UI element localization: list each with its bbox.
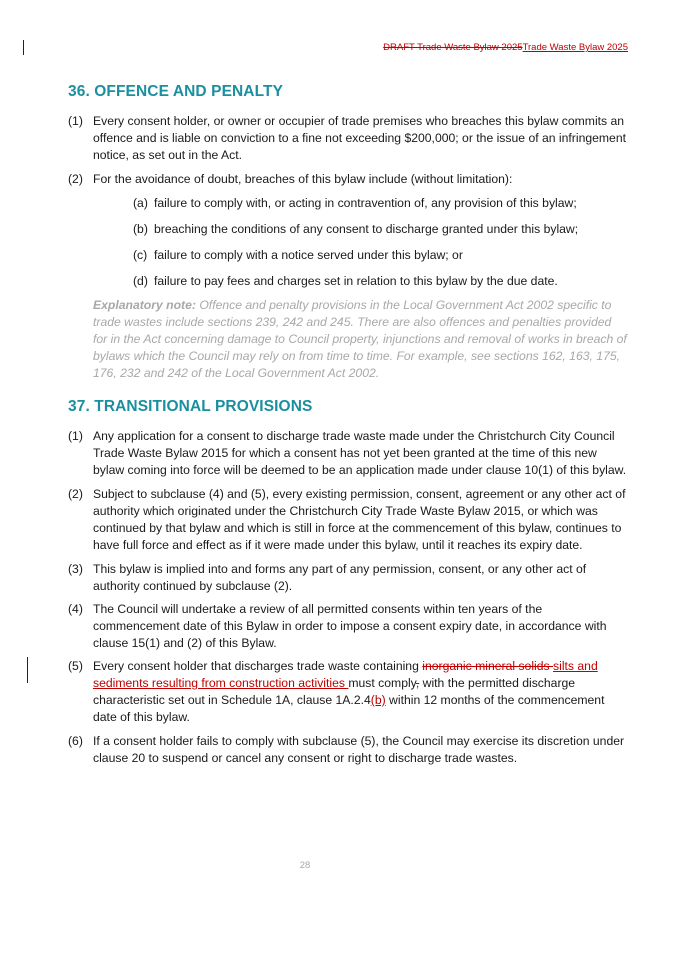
clause-5-text-part-3: with the permitted discharge characteristic set out in Schedule 1A, clause 1A.2.4 (93, 676, 576, 707)
subclause-letter: (b) (133, 222, 148, 236)
subclause-text: breaching the conditions of any consent to discharge granted under this bylaw; (154, 222, 579, 236)
clause-5-deleted-text: inorganic mineral solids (422, 659, 554, 673)
clause-37-6 (68, 733, 628, 767)
clause-37-1 (68, 428, 628, 479)
clause-text: The Council will undertake a review of all permitted consents within ten years of the commencement date of this Bylaw in order to impose a consent expiry date, in accordance with clause 15(1) and (2) of this Bylaw. (93, 602, 607, 650)
clause-36-1 (68, 113, 628, 164)
section-37-heading: 37. TRANSITIONAL PROVISIONS (68, 398, 313, 415)
explanatory-note-label: Explanatory note: (93, 298, 196, 312)
change-bar-clause-5 (27, 657, 28, 683)
clause-37-5 (68, 658, 628, 726)
change-bar-top (23, 40, 24, 55)
clause-number: (2) (68, 487, 83, 501)
clause-number: (3) (68, 562, 83, 576)
section-36-heading: 36. OFFENCE AND PENALTY (68, 83, 284, 100)
clause-number: (1) (68, 114, 83, 128)
clause-number: (6) (68, 734, 83, 748)
clause-5-text-part-2: must comply (348, 676, 416, 690)
clause-36-2 (68, 171, 628, 188)
clause-37-3 (68, 561, 628, 595)
clause-37-4 (68, 601, 628, 652)
subclause-d (133, 273, 603, 290)
subclause-text: failure to comply with a notice served under this bylaw; or (154, 248, 463, 262)
running-header (383, 42, 628, 54)
header-deleted-text: DRAFT Trade Waste Bylaw 2025 (383, 42, 523, 53)
subclause-c (133, 247, 603, 264)
clause-text: For the avoidance of doubt, breaches of this bylaw include (without limitation): (93, 172, 513, 186)
clause-text (93, 658, 628, 726)
header-inserted-text: Trade Waste Bylaw 2025 (522, 42, 628, 53)
page-number: 28 (299, 860, 311, 871)
subclause-a (133, 195, 603, 212)
clause-5-inserted-ref: (b) (370, 693, 386, 707)
subclause-letter: (a) (133, 196, 148, 210)
clause-text: This bylaw is implied into and forms any part of any permission, consent, or any other act of authority continued by subclause (2). (93, 562, 587, 593)
clause-5-text-part-4: within 12 months of the commencement date of this bylaw. (93, 693, 605, 724)
explanatory-note (93, 297, 628, 382)
clause-number: (4) (68, 602, 83, 616)
subclause-letter: (d) (133, 274, 148, 288)
clause-text: Every consent holder, or owner or occupier of trade premises who breaches this bylaw commits an offence and is liable on conviction to a fine not exceeding $200,000; or the issue of an infringement notice, as set out in the Act. (93, 114, 627, 162)
clause-37-2 (68, 486, 628, 554)
subclause-text: failure to pay fees and charges set in relation to this bylaw by the due date. (154, 274, 558, 288)
clause-text: Any application for a consent to discharge trade waste made under the Christchurch City Council Trade Waste Bylaw 2015 for which a consent has not yet been granted at the time of this new bylaw coming into force will be deemed to be an application made under clause 10(1) of this bylaw. (93, 429, 627, 477)
clause-5-text-part-1: Every consent holder that discharges trade waste containing (93, 659, 423, 673)
explanatory-note-text: Offence and penalty provisions in the Local Government Act 2002 specific to trade wastes include sections 239, 242 and 245. There are also offences and penalties provided for in the Act concerning damage to Council property, injunctions and removal of works in breach of bylaws which the Council may rely on from time to time. For example, see sections 162, 163, 175, 176, 232 and 242 of the Local Government Act 2002. (93, 298, 627, 380)
clause-number: (1) (68, 429, 83, 443)
subclause-text: failure to comply with, or acting in contravention of, any provision of this bylaw; (154, 196, 577, 210)
clause-5-inserted-text: silts and sediments resulting from construction activities (93, 659, 598, 690)
clause-number: (5) (68, 659, 83, 673)
clause-text: Subject to subclause (4) and (5), every existing permission, consent, agreement or any other act of authority which originated under the Christchurch City Trade Waste Bylaw 2015, or which was continued by that bylaw and which is still in force at the commencement of this bylaw, continues to have full force and effect as if it were made under this bylaw, until it reaches its expiry date. (93, 487, 626, 552)
clause-text: If a consent holder fails to comply with subclause (5), the Council may exercise its discretion under clause 20 to suspend or cancel any consent or right to discharge trade wastes. (93, 734, 625, 765)
subclause-b (133, 221, 603, 238)
clause-number: (2) (68, 172, 83, 186)
clause-5-deleted-comma: , (415, 676, 420, 690)
subclause-letter: (c) (133, 248, 148, 262)
